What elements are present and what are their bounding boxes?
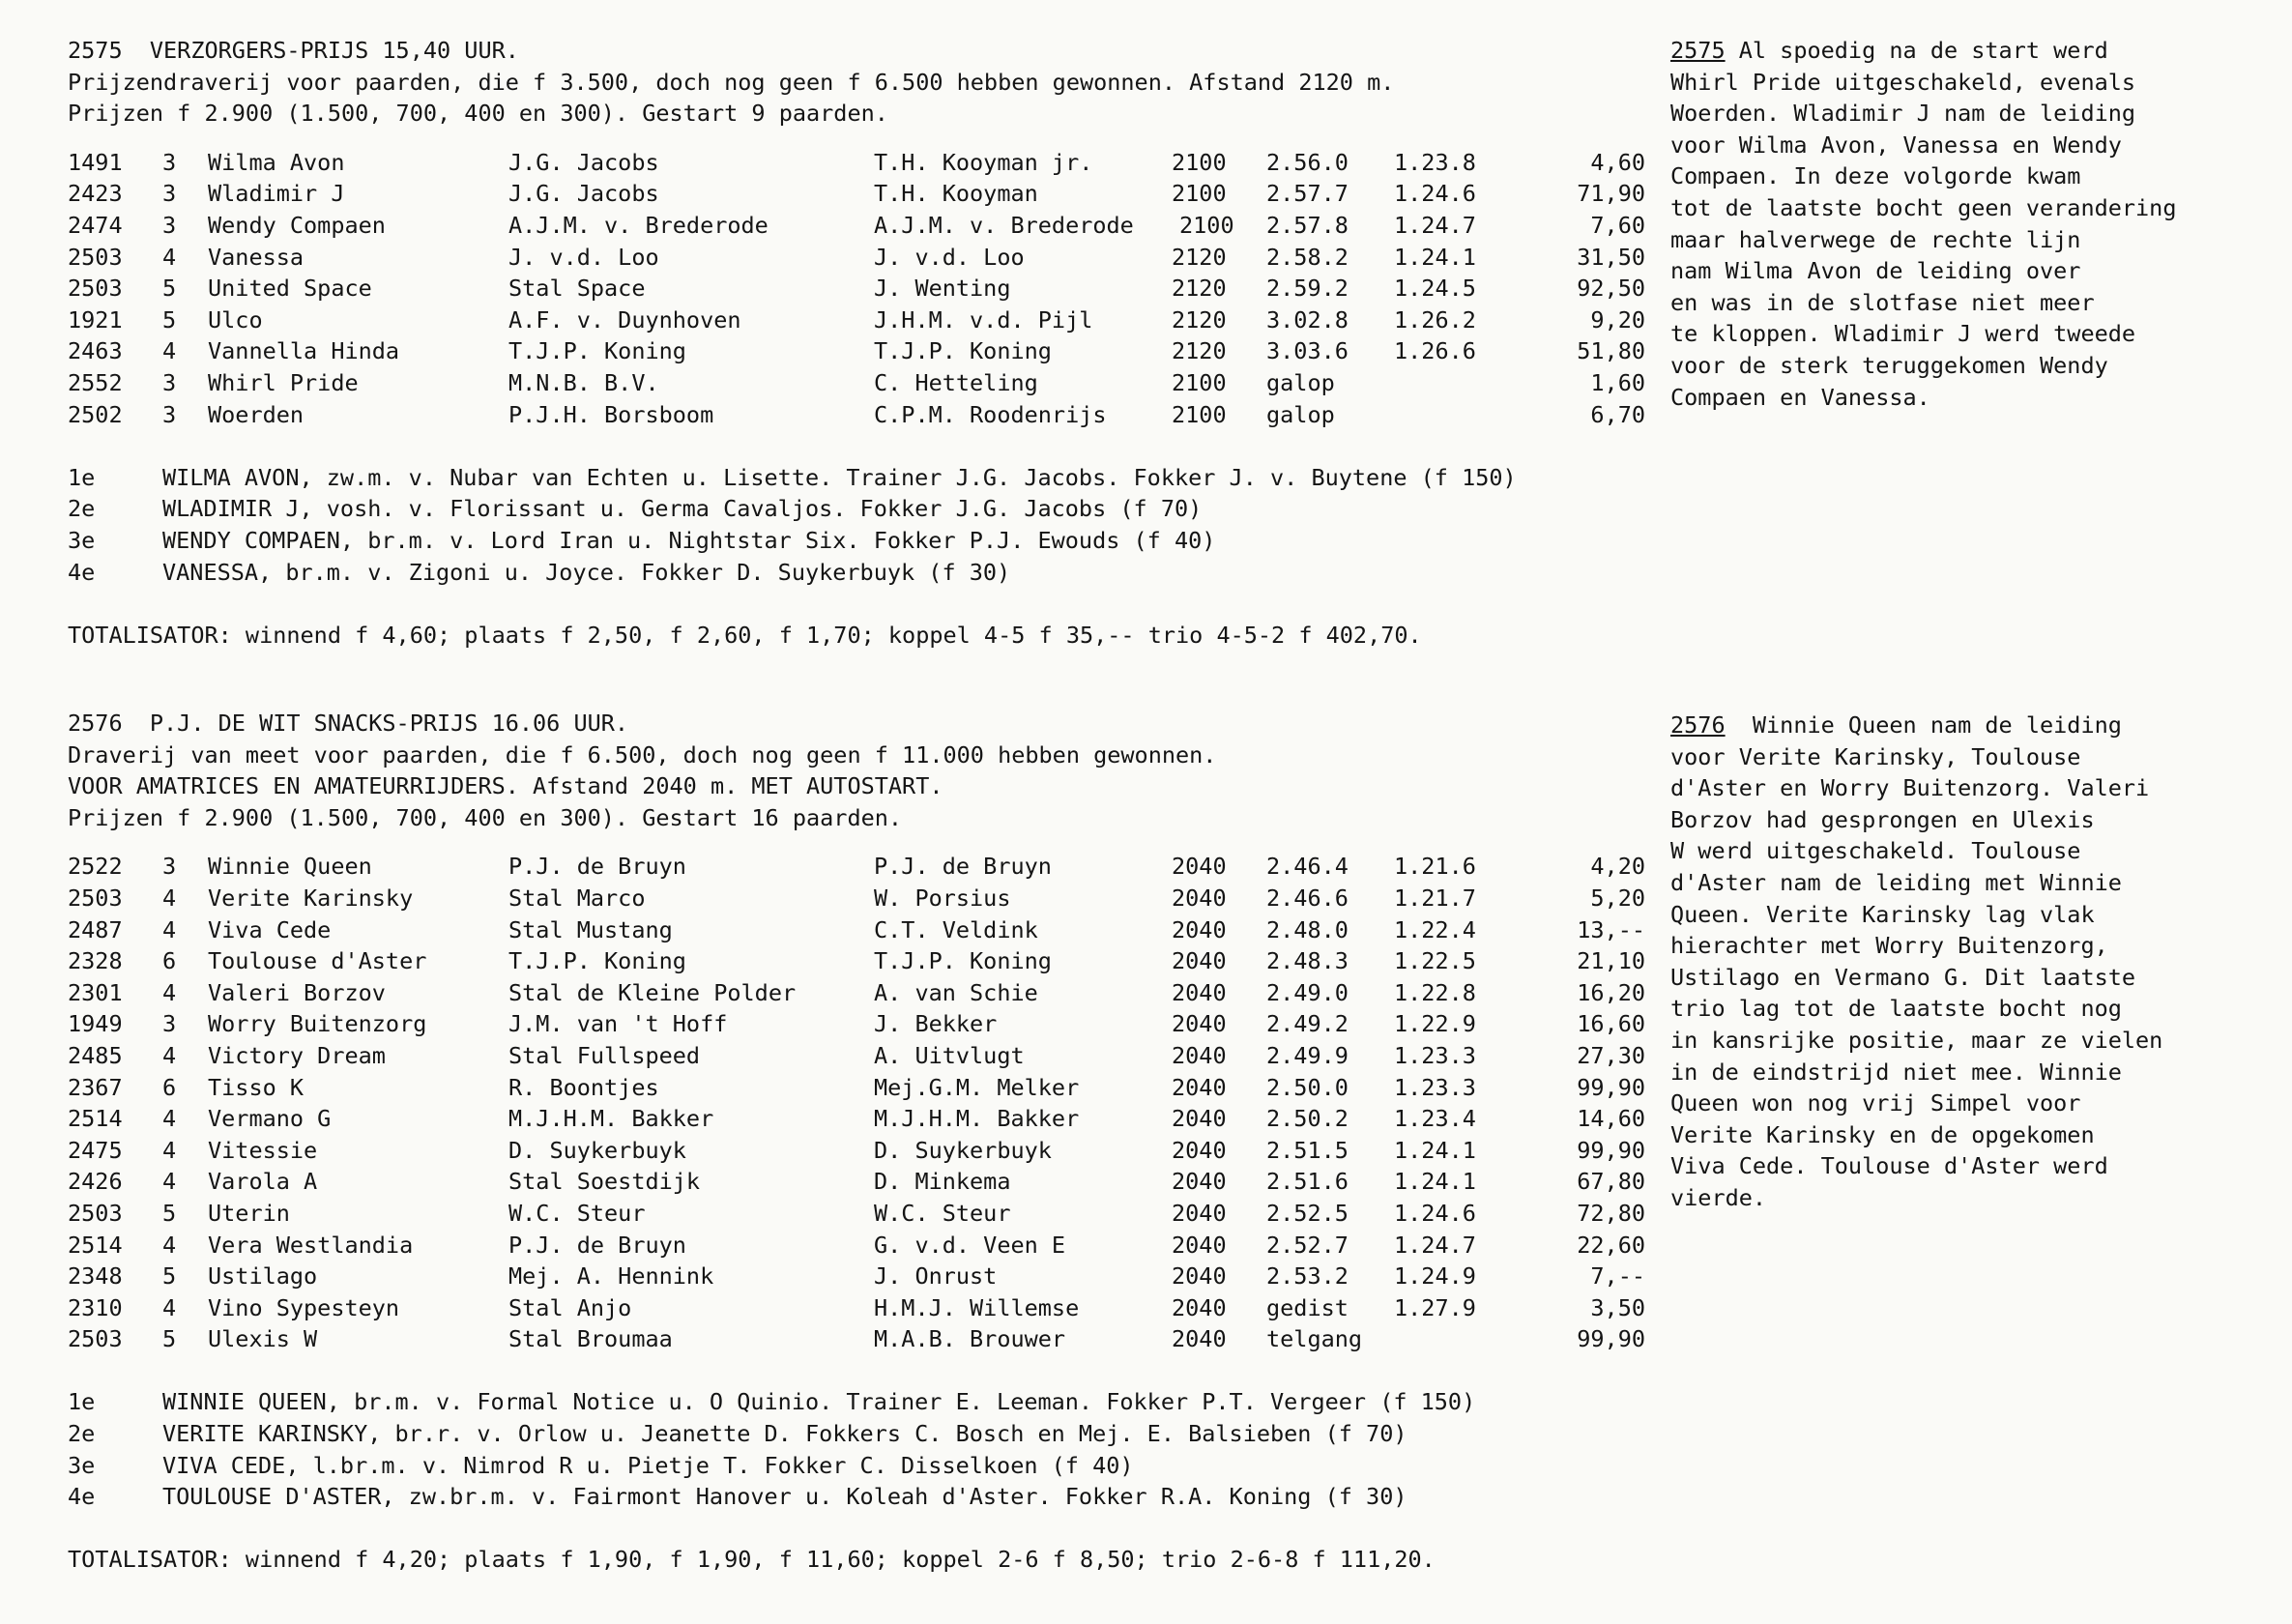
report-line: tot de laatste bocht geen verandering: [1670, 193, 2177, 221]
report-line: en was in de slotfase niet meer: [1670, 288, 2095, 316]
report-line: Woerden. Wladimir J nam de leiding: [1670, 100, 2136, 128]
table-row: 2328 6 Toulouse d'Aster T.J.P. Koning T.J.P. Koning 2040 2.48.3 1.22.5 21,10: [68, 947, 1645, 975]
table-row: 2474 3 Wendy Compaen A.J.M. v. Brederode A.J.M. v. Brederode 2100 2.57.8 1.24.7 7,60: [68, 211, 1645, 239]
table-row: 1949 3 Worry Buitenzorg J.M. van 't Hoff J. Bekker 2040 2.49.2 1.22.9 16,60: [68, 1010, 1645, 1038]
table-row: 2503 4 Verite Karinsky Stal Marco W. Porsius 2040 2.46.6 1.21.7 5,20: [68, 884, 1645, 912]
race-2575-report: [1670, 35, 2289, 413]
report-line: Al spoedig na de start werd: [1725, 37, 2108, 64]
table-row: 2485 4 Victory Dream Stal Fullspeed A. Uitvlugt 2040 2.49.9 1.23.3 27,30: [68, 1041, 1645, 1069]
report-line: trio lag tot de laatste bocht nog: [1670, 995, 2122, 1023]
table-row: 2348 5 Ustilago Mej. A. Hennink J. Onrust 2040 2.53.2 1.24.9 7,--: [68, 1262, 1645, 1290]
table-row: 2310 4 Vino Sypesteyn Stal Anjo H.M.J. Willemse 2040 gedist 1.27.9 3,50: [68, 1293, 1645, 1321]
table-row: 2502 3 Woerden P.J.H. Borsboom C.P.M. Roodenrijs 2100 galop 6,70: [68, 400, 1645, 428]
table-row: 2514 4 Vera Westlandia P.J. de Bruyn G. v.d. Veen E 2040 2.52.7 1.24.7 22,60: [68, 1231, 1645, 1259]
report-line: in de eindstrijd niet mee. Winnie: [1670, 1058, 2122, 1086]
race-2575-block: [68, 35, 1701, 651]
table-row: 2463 4 Vannella Hinda T.J.P. Koning T.J.P. Koning 2120 3.03.6 1.26.6 51,80: [68, 337, 1645, 365]
table-row: 2552 3 Whirl Pride M.N.B. B.V. C. Hetteling 2100 galop 1,60: [68, 368, 1645, 396]
table-row: 2423 3 Wladimir J J.G. Jacobs T.H. Kooyman 2100 2.57.7 1.24.6 71,90: [68, 180, 1645, 208]
table-row: 2475 4 Vitessie D. Suykerbuyk D. Suykerbuyk 2040 2.51.5 1.24.1 99,90: [68, 1136, 1645, 1164]
report-line: voor Verite Karinsky, Toulouse: [1670, 742, 2081, 770]
race-2576-block: [68, 708, 1701, 1576]
race-header: 2575 VERZORGERS-PRIJS 15,40 UUR.: [68, 37, 519, 64]
report-line: nam Wilma Avon de leiding over: [1670, 257, 2081, 285]
table-row: 2522 3 Winnie Queen P.J. de Bruyn P.J. de Bruyn 2040 2.46.4 1.21.6 4,20: [68, 853, 1645, 881]
table-row: 2503 5 Ulexis W Stal Broumaa M.A.B. Brouwer 2040 telgang 99,90: [68, 1325, 1645, 1353]
report-line: Viva Cede. Toulouse d'Aster werd: [1670, 1152, 2108, 1180]
race-conditions: Prijzen f 2.900 (1.500, 700, 400 en 300). Gestart 9 paarden.: [68, 100, 888, 128]
race-conditions: VOOR AMATRICES EN AMATEURRIJDERS. Afstand 2040 m. MET AUTOSTART.: [68, 772, 943, 800]
report-line: vierde.: [1670, 1183, 1767, 1211]
table-row: 2367 6 Tisso K R. Boontjes Mej.G.M. Melker 2040 2.50.0 1.23.3 99,90: [68, 1073, 1645, 1101]
report-line: in kansrijke positie, maar ze vielen: [1670, 1026, 2163, 1054]
list-item: 1e WILMA AVON, zw.m. v. Nubar van Echten u. Lisette. Trainer J.G. Jacobs. Fokker J. v. Buytene (f 150): [68, 463, 1517, 491]
report-line: maar halverwege de rechte lijn: [1670, 225, 2081, 253]
results-table: [68, 851, 1701, 1355]
report-ref: 2576: [1670, 711, 1726, 739]
report-ref: 2575: [1670, 37, 1726, 64]
table-row: 2503 5 Uterin W.C. Steur W.C. Steur 2040 2.52.5 1.24.6 72,80: [68, 1199, 1645, 1227]
list-item: 1e WINNIE QUEEN, br.m. v. Formal Notice u. O Quinio. Trainer E. Leeman. Fokker P.T. Vergeer (f 150): [68, 1388, 1476, 1416]
table-row: 2301 4 Valeri Borzov Stal de Kleine Polder A. van Schie 2040 2.49.0 1.22.8 16,20: [68, 978, 1645, 1006]
report-line: voor de sterk teruggekomen Wendy: [1670, 351, 2108, 379]
totalisator: TOTALISATOR: winnend f 4,20; plaats f 1,90, f 1,90, f 11,60; koppel 2-6 f 8,50; trio 2-6-8 f 111,20.: [68, 1546, 1436, 1574]
results-table: [68, 147, 1701, 430]
race-conditions: Prijzen f 2.900 (1.500, 700, 400 en 300). Gestart 16 paarden.: [68, 803, 903, 831]
list-item: 4e VANESSA, br.m. v. Zigoni u. Joyce. Fokker D. Suykerbuyk (f 30): [68, 558, 1011, 586]
list-item: 3e WENDY COMPAEN, br.m. v. Lord Iran u. Nightstar Six. Fokker P.J. Ewouds (f 40): [68, 526, 1216, 554]
report-line: Winnie Queen nam de leiding: [1725, 711, 2122, 739]
report-line: d'Aster en Worry Buitenzorg. Valeri: [1670, 774, 2150, 802]
report-line: d'Aster nam de leiding met Winnie: [1670, 868, 2122, 896]
report-line: Verite Karinsky en de opgekomen: [1670, 1120, 2095, 1148]
race-conditions: Draverij van meet voor paarden, die f 6.500, doch nog geen f 11.000 hebben gewonnen.: [68, 740, 1217, 768]
placings-list: [68, 462, 1701, 588]
placings-list: [68, 1386, 1701, 1512]
list-item: 2e WLADIMIR J, vosh. v. Florissant u. Germa Cavaljos. Fokker J.G. Jacobs (f 70): [68, 495, 1203, 523]
race-header: 2576 P.J. DE WIT SNACKS-PRIJS 16.06 UUR.: [68, 710, 629, 737]
table-row: 2487 4 Viva Cede Stal Mustang C.T. Veldink 2040 2.48.0 1.22.4 13,--: [68, 915, 1645, 943]
report-line: Compaen. In deze volgorde kwam: [1670, 162, 2081, 190]
table-row: 2503 5 United Space Stal Space J. Wenting 2120 2.59.2 1.24.5 92,50: [68, 275, 1645, 303]
report-line: Queen. Verite Karinsky lag vlak: [1670, 900, 2095, 928]
race-conditions: Prijzendraverij voor paarden, die f 3.500, doch nog geen f 6.500 hebben gewonnen. Afstand 2120 m.: [68, 68, 1395, 96]
report-line: Borzov had gesprongen en Ulexis: [1670, 805, 2095, 833]
report-line: Ustilago en Vermano G. Dit laatste: [1670, 963, 2136, 991]
table-row: 1921 5 Ulco A.F. v. Duynhoven J.H.M. v.d. Pijl 2120 3.02.8 1.26.2 9,20: [68, 305, 1645, 334]
list-item: 4e TOULOUSE D'ASTER, zw.br.m. v. Fairmont Hanover u. Koleah d'Aster. Fokker R.A. Koning (f 30): [68, 1483, 1407, 1511]
race-2576-report: [1670, 710, 2289, 1214]
report-line: te kloppen. Wladimir J werd tweede: [1670, 320, 2136, 348]
report-line: Compaen en Vanessa.: [1670, 383, 1930, 411]
table-row: 2514 4 Vermano G M.J.H.M. Bakker M.J.H.M. Bakker 2040 2.50.2 1.23.4 14,60: [68, 1105, 1645, 1133]
list-item: 2e VERITE KARINSKY, br.r. v. Orlow u. Jeanette D. Fokkers C. Bosch en Mej. E. Balsieben (f 70): [68, 1420, 1407, 1448]
table-row: 2503 4 Vanessa J. v.d. Loo J. v.d. Loo 2120 2.58.2 1.24.1 31,50: [68, 243, 1645, 271]
table-row: 2426 4 Varola A Stal Soestdijk D. Minkema 2040 2.51.6 1.24.1 67,80: [68, 1168, 1645, 1196]
report-line: hierachter met Worry Buitenzorg,: [1670, 932, 2108, 960]
report-line: Whirl Pride uitgeschakeld, evenals: [1670, 68, 2136, 96]
list-item: 3e VIVA CEDE, l.br.m. v. Nimrod R u. Pietje T. Fokker C. Disselkoen (f 40): [68, 1451, 1134, 1479]
report-line: voor Wilma Avon, Vanessa en Wendy: [1670, 130, 2122, 159]
totalisator: TOTALISATOR: winnend f 4,60; plaats f 2,50, f 2,60, f 1,70; koppel 4-5 f 35,-- trio 4-5-2 f 402,70.: [68, 621, 1422, 649]
table-row: 1491 3 Wilma Avon J.G. Jacobs T.H. Kooyman jr. 2100 2.56.0 1.23.8 4,60: [68, 148, 1645, 176]
report-line: W werd uitgeschakeld. Toulouse: [1670, 837, 2081, 865]
report-line: Queen won nog vrij Simpel voor: [1670, 1089, 2081, 1117]
